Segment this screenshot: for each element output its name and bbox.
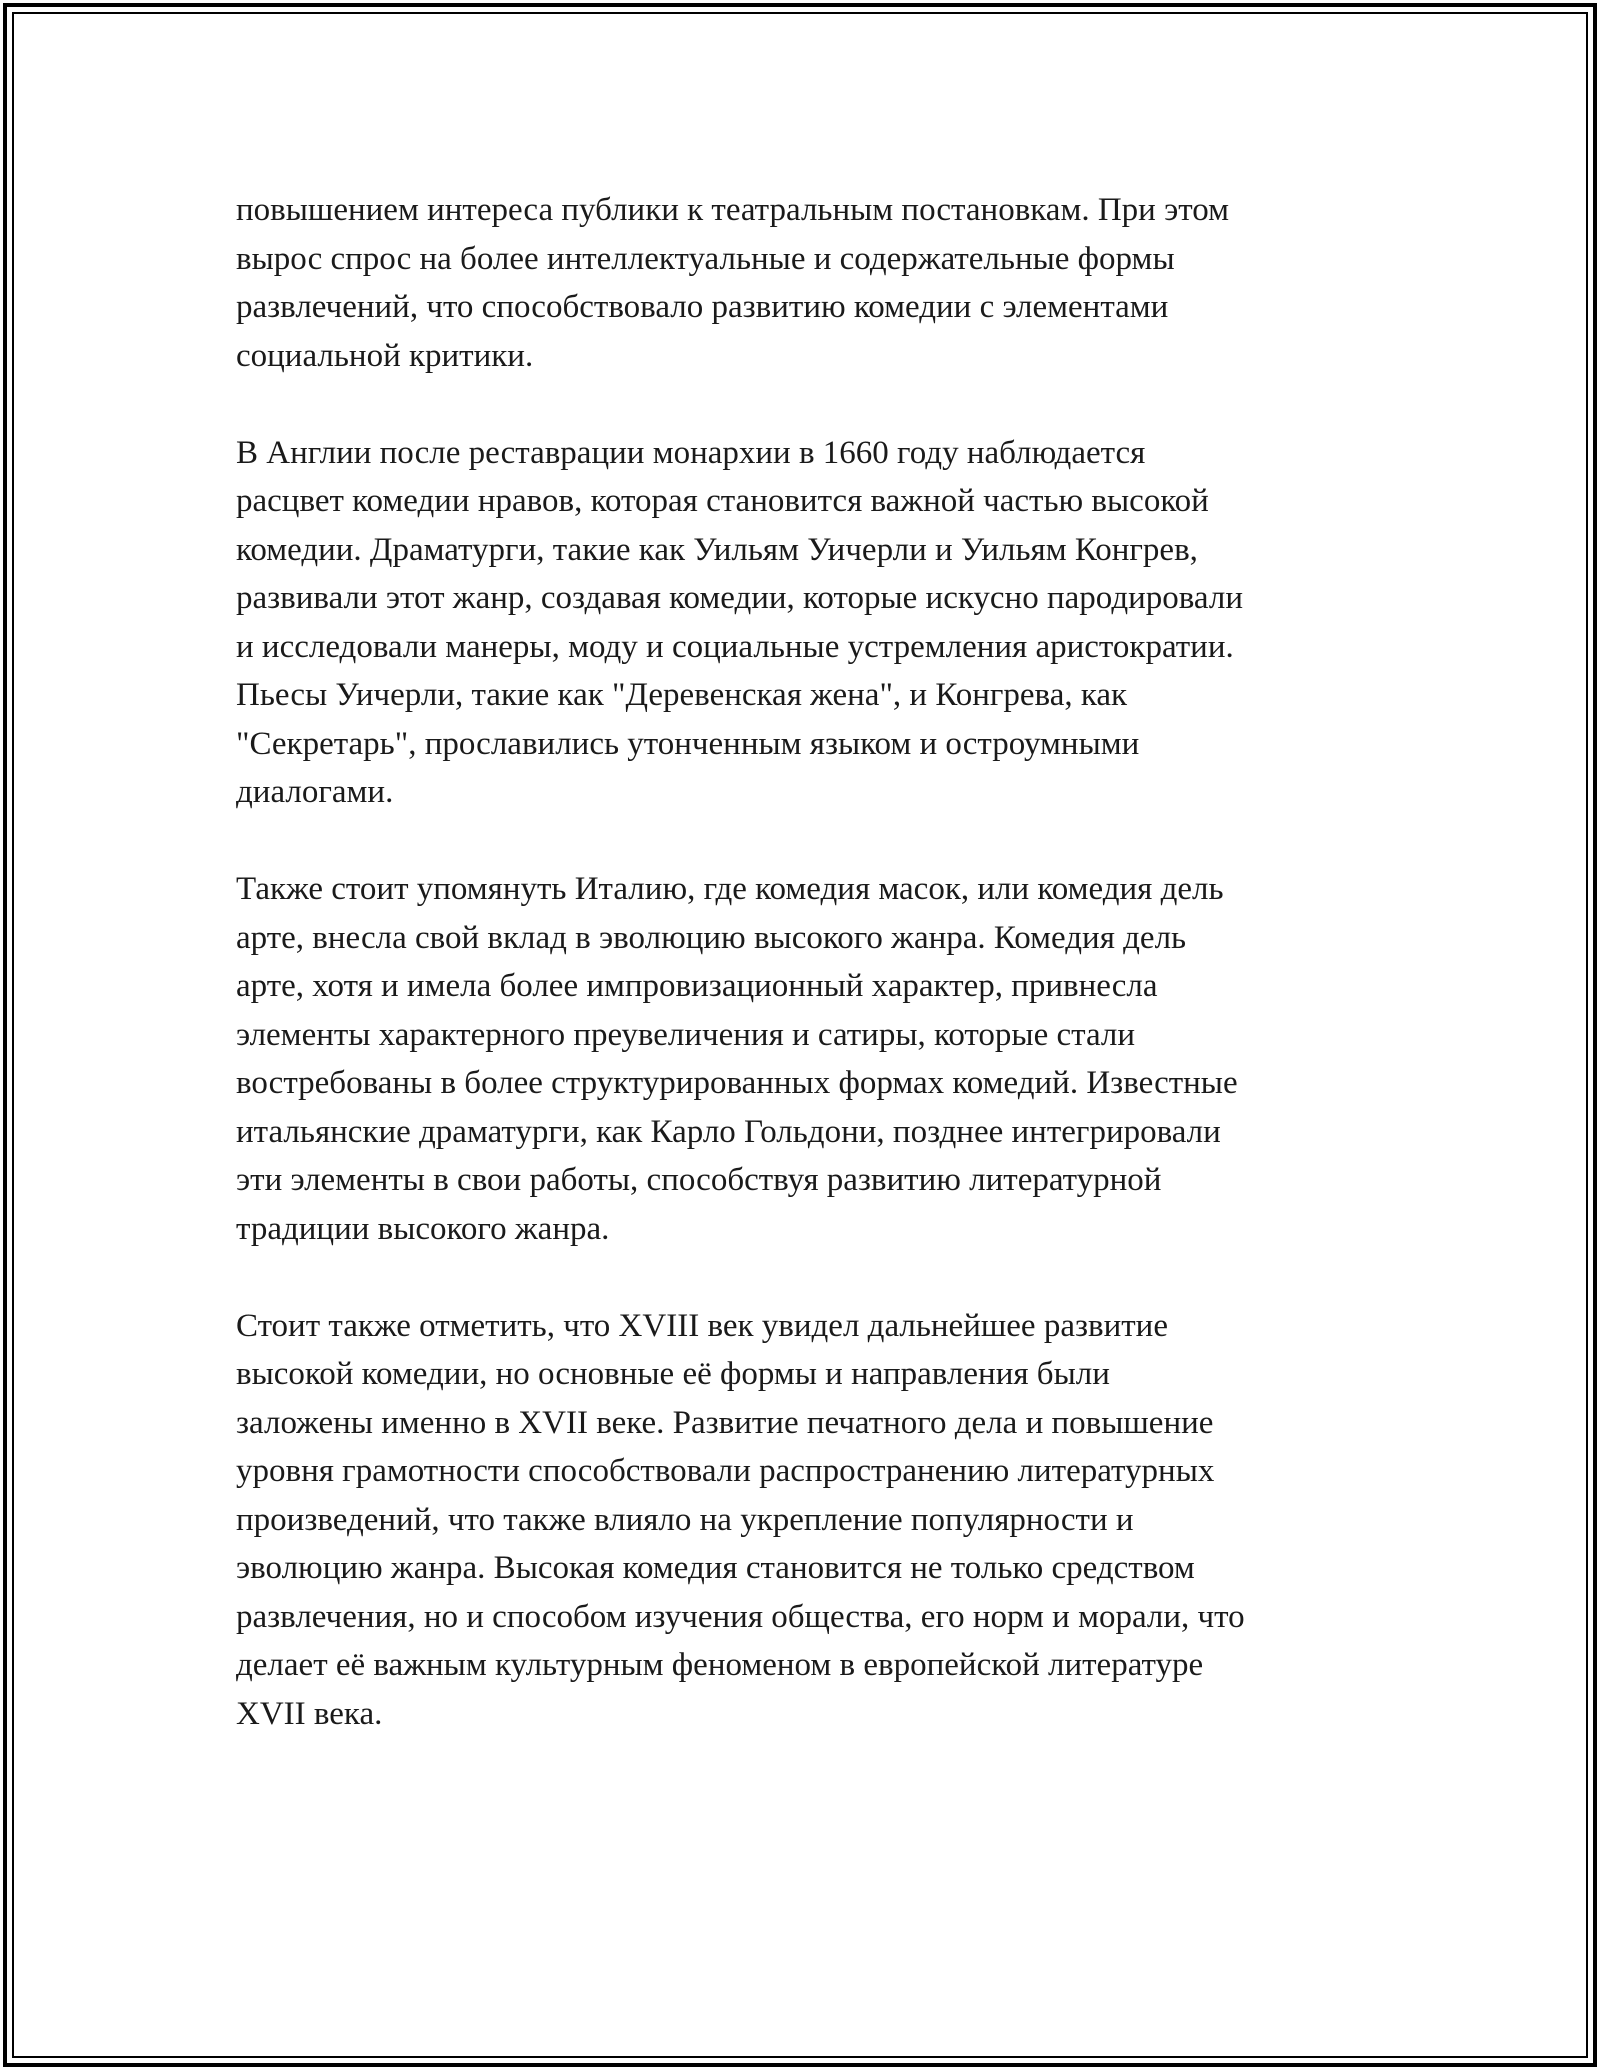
document-body xyxy=(236,186,1376,1787)
paragraph-1: повышением интереса публики к театральным постановкам. При этом вырос спрос на более интеллектуальные и содержательные формы развлечений, что способствовало развитию комедии с элементами социальной критики. xyxy=(236,192,1229,374)
paragraph-4: Стоит также отметить, что XVIII век увидел дальнейшее развитие высокой комедии, но основные её формы и направления были заложены именно в XVII веке. Развитие печатного дела и повышение уровня грамотности способствовали распространению литературных произведений, что также влияло на укрепление популярности и эволюцию жанра. Высокая комедия становится не только средством развлечения, но и способом изучения общества, его норм и морали, что делает её важным культурным феноменом в европейской литературе XVII века. xyxy=(236,1307,1245,1732)
paragraph-2: В Англии после реставрации монархии в 1660 году наблюдается расцвет комедии нравов, которая становится важной частью высокой комедии. Драматурги, такие как Уильям Уичерли и Уильям Конгрев, развивали этот жанр, создавая комедии, которые искусно пародировали и исследовали манеры, моду и социальные устремления аристократии. Пьесы Уичерли, такие как "Деревенская жена", и Конгрева, как "Секретарь", прославились утонченным языком и остроумными диалогами. xyxy=(236,434,1243,810)
paragraph-3: Также стоит упомянуть Италию, где комедия масок, или комедия дель арте, внесла свой вклад в эволюцию высокого жанра. Комедия дель арте, хотя и имела более импровизационный характер, привнесла элементы характерного преувеличения и сатиры, которые стали востребованы в более структурированных формах комедий. Известные итальянские драматурги, как Карло Гольдони, позднее интегрировали эти элементы в свои работы, способствуя развитию литературной традиции высокого жанра. xyxy=(236,871,1238,1247)
